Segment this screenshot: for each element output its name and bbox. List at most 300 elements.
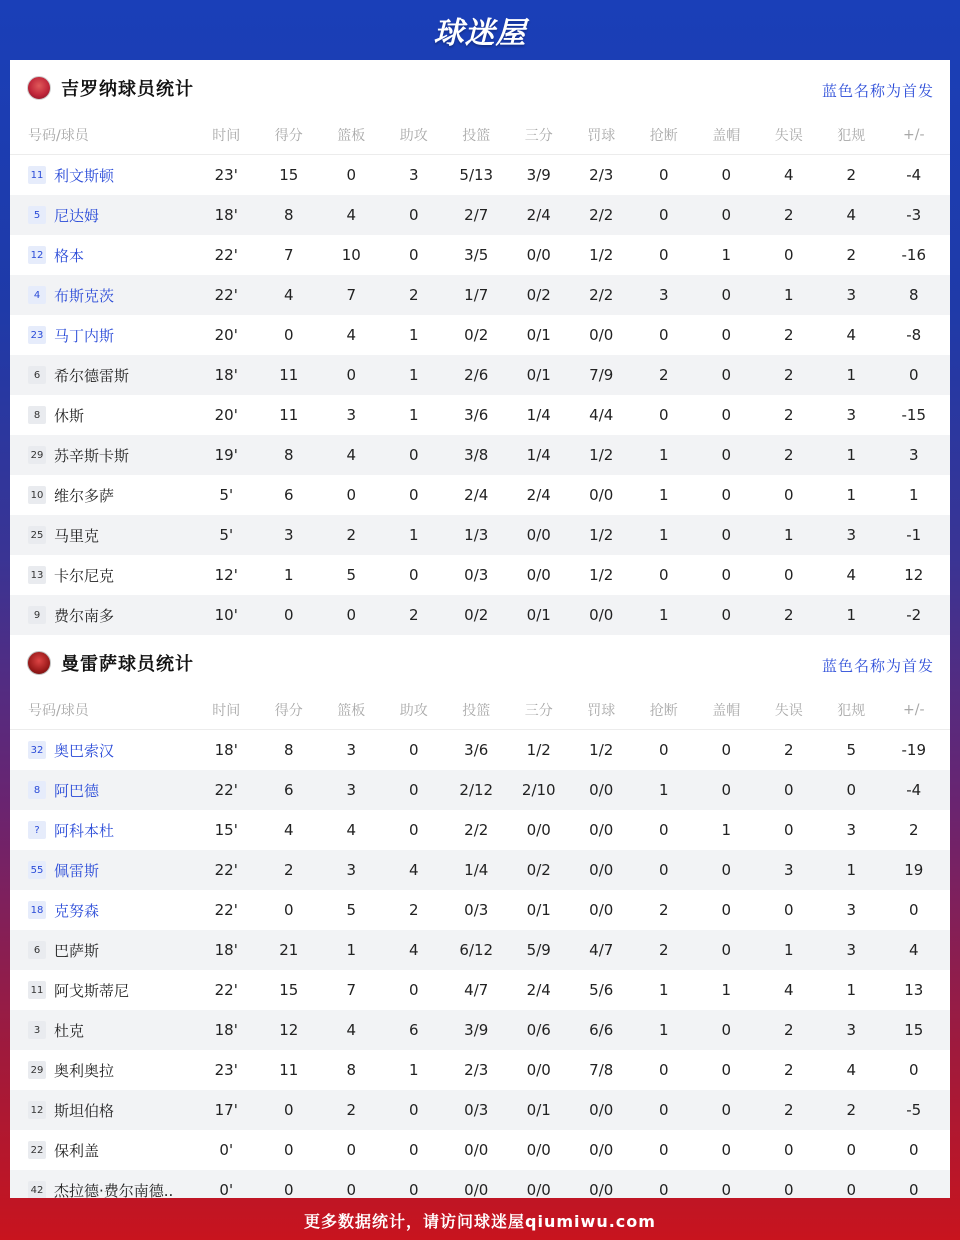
stat-cell: 0 (658, 166, 669, 184)
player-cell (10, 405, 195, 426)
player-row[interactable] (10, 1050, 950, 1090)
stat-cell: 0 (721, 166, 732, 184)
stat-cell: 2/4 (526, 206, 551, 224)
player-cell (10, 740, 195, 761)
stat-cell: -19 (901, 741, 926, 759)
team-section (10, 60, 950, 635)
player-row[interactable] (10, 275, 950, 315)
stat-cell: 19 (904, 861, 924, 879)
stat-cell: 0/0 (526, 1061, 551, 1079)
site-logo[interactable]: 球迷屋 (433, 16, 527, 51)
player-name[interactable]: 马丁内斯 (54, 326, 115, 345)
stat-cell: 17' (214, 1101, 238, 1119)
player-row[interactable] (10, 235, 950, 275)
stat-cell: 2 (408, 901, 419, 919)
stat-cell: 0/3 (464, 1101, 489, 1119)
stat-cell: 3 (846, 1021, 857, 1039)
team-section (10, 635, 950, 1198)
jersey-number-badge: 8 (28, 781, 46, 799)
stat-cell: 1 (658, 781, 669, 799)
stat-cell: 2 (783, 606, 794, 624)
player-name[interactable]: 卡尔尼克 (54, 566, 115, 585)
stat-cell: 1/3 (464, 526, 489, 544)
column-header: 盖帽 (712, 703, 741, 719)
player-row[interactable] (10, 195, 950, 235)
stat-cell: 0 (408, 246, 419, 264)
player-name[interactable]: 阿科本杜 (54, 821, 115, 840)
stat-cell: -16 (901, 246, 926, 264)
player-name[interactable]: 巴萨斯 (54, 941, 100, 960)
stat-cell: 2 (346, 526, 357, 544)
stat-cell: 15 (279, 981, 299, 999)
stat-cell: 0/2 (526, 861, 551, 879)
stat-cell: 0/0 (526, 566, 551, 584)
stat-cell: 0/0 (589, 821, 614, 839)
stat-cell: 1/2 (589, 446, 614, 464)
stat-cell: 0/1 (526, 1101, 551, 1119)
stat-cell: 4 (408, 941, 419, 959)
column-header: 抢断 (649, 703, 678, 719)
jersey-number-badge: 5 (28, 206, 46, 224)
player-row[interactable] (10, 970, 950, 1010)
stat-cell: 0 (658, 741, 669, 759)
player-name[interactable]: 休斯 (54, 406, 85, 425)
stat-cell: 3 (346, 741, 357, 759)
team-title: 曼雷萨球员统计 (61, 654, 194, 675)
player-cell (10, 285, 195, 306)
stat-cell: 18' (214, 941, 238, 959)
stat-cell: 0/2 (526, 286, 551, 304)
stat-cell: 22' (214, 781, 238, 799)
stat-cell: 7/8 (589, 1061, 614, 1079)
stat-cell: 0 (721, 941, 732, 959)
player-row[interactable] (10, 1170, 950, 1198)
jersey-number-badge: 9 (28, 606, 46, 624)
stat-cell: 0 (658, 566, 669, 584)
stat-cell: 23' (214, 166, 238, 184)
stat-cell: 1 (658, 981, 669, 999)
team-section-header (10, 60, 950, 116)
stat-cell: 1 (408, 526, 419, 544)
stat-cell: 2/4 (526, 486, 551, 504)
stat-cell: 0 (783, 246, 794, 264)
stat-cell: 0 (721, 901, 732, 919)
player-cell (10, 205, 195, 226)
column-header: 失误 (774, 703, 803, 719)
stat-cell: 1/7 (464, 286, 489, 304)
stat-cell: 1 (658, 606, 669, 624)
player-row[interactable] (10, 810, 950, 850)
player-cell (10, 940, 195, 961)
stat-cell: 0/0 (526, 1141, 551, 1159)
column-header: +/- (903, 127, 925, 143)
stat-cell: 4 (283, 821, 294, 839)
stat-cell: 0 (658, 861, 669, 879)
stat-cell: 1 (908, 486, 919, 504)
player-row[interactable] (10, 595, 950, 635)
stat-cell: 8 (346, 1061, 357, 1079)
stat-cell: 5 (346, 901, 357, 919)
stat-cell: 5' (219, 526, 234, 544)
player-name[interactable]: 佩雷斯 (54, 861, 100, 880)
player-row[interactable] (10, 315, 950, 355)
stat-cell: 0 (408, 486, 419, 504)
jersey-number-badge: 55 (28, 861, 46, 879)
stat-cell: 6/12 (459, 941, 494, 959)
stat-cell: 1 (658, 446, 669, 464)
player-row[interactable] (10, 355, 950, 395)
stat-cell: 4/4 (589, 406, 614, 424)
stat-cell: -5 (906, 1101, 922, 1119)
column-header: 时间 (212, 128, 241, 144)
stat-cell: 0 (408, 981, 419, 999)
stat-cell: 0 (283, 326, 294, 344)
player-cell (10, 820, 195, 841)
stat-cell: 5 (846, 741, 857, 759)
stat-cell: 6/6 (589, 1021, 614, 1039)
stat-cell: 2 (783, 1101, 794, 1119)
team-section-header (10, 635, 950, 691)
stat-cell: 1 (346, 941, 357, 959)
stat-cell: 15' (214, 821, 238, 839)
player-row[interactable] (10, 930, 950, 970)
stat-cell: 0 (408, 446, 419, 464)
stat-cell: 2/10 (521, 781, 556, 799)
stat-cell: 2 (408, 606, 419, 624)
stat-cell: 3 (846, 526, 857, 544)
stat-cell: 0 (408, 1181, 419, 1198)
stat-cell: 1 (408, 1061, 419, 1079)
stat-cell: 5' (219, 486, 234, 504)
stat-cell: 0/0 (589, 861, 614, 879)
jersey-number-badge: 25 (28, 526, 46, 544)
stat-cell: 0/2 (464, 326, 489, 344)
player-name[interactable]: 奥利奥拉 (54, 1061, 115, 1080)
stat-cell: 4 (846, 1061, 857, 1079)
player-row[interactable] (10, 890, 950, 930)
player-cell (10, 445, 195, 466)
jersey-number-badge: 29 (28, 1061, 46, 1079)
player-name[interactable]: 保利盖 (54, 1141, 100, 1160)
column-header: 篮板 (337, 128, 366, 144)
jersey-number-badge: 32 (28, 741, 46, 759)
stat-cell: 0 (408, 1141, 419, 1159)
stat-cell: 2/2 (464, 821, 489, 839)
player-cell (10, 365, 195, 386)
stat-cell: 0/0 (589, 1141, 614, 1159)
player-row[interactable] (10, 515, 950, 555)
jersey-number-badge: 12 (28, 1101, 46, 1119)
team-title: 吉罗纳球员统计 (61, 79, 194, 100)
stat-cell: 3 (346, 406, 357, 424)
jersey-number-badge: ? (28, 821, 46, 839)
stat-cell: 4 (346, 821, 357, 839)
starter-legend-note: 蓝色名称为首发 (821, 82, 934, 100)
stat-cell: 0 (658, 1101, 669, 1119)
player-name[interactable]: 希尔德雷斯 (54, 366, 130, 385)
stat-cell: 0/0 (526, 246, 551, 264)
stat-cell: 0/1 (526, 901, 551, 919)
stat-cell: 0 (908, 366, 919, 384)
player-row[interactable] (10, 1010, 950, 1050)
jersey-number-badge: 23 (28, 326, 46, 344)
column-header: 罚球 (587, 703, 616, 719)
stat-cell: 0 (721, 606, 732, 624)
stat-cell: 10' (214, 606, 238, 624)
stat-cell: 15 (904, 1021, 924, 1039)
stat-cell: 12 (904, 566, 924, 584)
stat-cell: 0 (721, 1021, 732, 1039)
player-name[interactable]: 阿巴德 (54, 781, 100, 800)
stat-cell: 0 (721, 486, 732, 504)
player-cell (10, 780, 195, 801)
stat-cell: 2 (783, 366, 794, 384)
player-cell (10, 900, 195, 921)
stat-cell: 2/12 (459, 781, 494, 799)
stat-cell: 0 (346, 606, 357, 624)
player-row[interactable] (10, 850, 950, 890)
column-header: 得分 (274, 128, 303, 144)
player-name[interactable]: 阿戈斯蒂尼 (54, 981, 130, 1000)
stat-cell: 0 (721, 1141, 732, 1159)
footer-link-text[interactable]: 更多数据统计，请访问球迷屋qiumiwu.com (304, 1211, 656, 1231)
stat-cell: 0 (346, 1181, 357, 1198)
player-cell (10, 980, 195, 1001)
column-header: 犯规 (837, 703, 866, 719)
player-row[interactable] (10, 1090, 950, 1130)
stat-cell: 1 (846, 861, 857, 879)
player-name[interactable]: 马里克 (54, 526, 100, 545)
stat-cell: 5/9 (526, 941, 551, 959)
player-name[interactable]: 杜克 (54, 1021, 85, 1040)
stat-cell: 2 (408, 286, 419, 304)
stat-cell: 0 (721, 741, 732, 759)
stat-cell: 0 (283, 1101, 294, 1119)
player-name[interactable]: 克努森 (54, 901, 100, 920)
stat-cell: 1/2 (589, 566, 614, 584)
stat-cell: 0/3 (464, 901, 489, 919)
stat-cell: 0 (346, 1141, 357, 1159)
stat-cell: -1 (906, 526, 922, 544)
stat-cell: 0 (658, 206, 669, 224)
stat-cell: 0 (908, 1061, 919, 1079)
stat-cell: 2/3 (464, 1061, 489, 1079)
player-cell (10, 1100, 195, 1121)
column-header: 失误 (774, 128, 803, 144)
player-name[interactable]: 苏辛斯卡斯 (54, 446, 130, 465)
stat-cell: 2 (783, 741, 794, 759)
stat-cell: 3 (846, 941, 857, 959)
stat-cell: 6 (408, 1021, 419, 1039)
stat-cell: 3 (346, 861, 357, 879)
player-name[interactable]: 奥巴索汉 (54, 741, 115, 760)
column-header: 篮板 (337, 703, 366, 719)
column-header: 助攻 (399, 703, 428, 719)
stat-cell: 0 (658, 1061, 669, 1079)
column-header: 时间 (212, 703, 241, 719)
stat-cell: 0' (219, 1141, 234, 1159)
starter-legend-note: 蓝色名称为首发 (821, 657, 934, 675)
stat-cell: 6 (283, 486, 294, 504)
stat-cell: 1/2 (589, 741, 614, 759)
stat-cell: 3 (283, 526, 294, 544)
stat-cell: 2 (783, 206, 794, 224)
stat-cell: 0 (908, 1141, 919, 1159)
table-header-row (10, 116, 950, 155)
player-row[interactable] (10, 770, 950, 810)
stat-cell: 2 (783, 1061, 794, 1079)
player-row[interactable] (10, 395, 950, 435)
player-name[interactable]: 杰拉德·费尔南德.. (54, 1181, 174, 1198)
player-cell (10, 1020, 195, 1041)
player-cell (10, 165, 195, 186)
stat-cell: 3/8 (464, 446, 489, 464)
jersey-number-badge: 18 (28, 901, 46, 919)
stat-cell: 2 (846, 166, 857, 184)
stat-cell: 1/2 (526, 741, 551, 759)
stat-cell: 1 (846, 486, 857, 504)
stat-cell: 2 (283, 861, 294, 879)
stat-cell: 0' (219, 1181, 234, 1198)
stat-cell: 3/9 (526, 166, 551, 184)
player-row[interactable] (10, 155, 950, 195)
player-name[interactable]: 维尔多萨 (54, 486, 115, 505)
stat-cell: 18' (214, 366, 238, 384)
stat-cell: -4 (906, 781, 922, 799)
jersey-number-badge: 29 (28, 446, 46, 464)
stats-card (10, 60, 950, 1198)
stat-cell: 0 (783, 1181, 794, 1198)
table-header-row (10, 691, 950, 730)
stat-cell: 1 (783, 526, 794, 544)
stat-cell: 0 (346, 486, 357, 504)
stat-cell: 1 (658, 486, 669, 504)
stat-cell: 3 (346, 781, 357, 799)
stat-cell: 2/7 (464, 206, 489, 224)
stat-cell: 1 (783, 941, 794, 959)
stat-cell: 0 (346, 166, 357, 184)
stat-cell: 2 (846, 1101, 857, 1119)
player-row[interactable] (10, 555, 950, 595)
stat-cell: 0 (721, 1101, 732, 1119)
stat-cell: 1/4 (526, 446, 551, 464)
stat-cell: 0/0 (589, 486, 614, 504)
stat-cell: 0 (721, 1061, 732, 1079)
stat-cell: 0/3 (464, 566, 489, 584)
player-name[interactable]: 尼达姆 (54, 206, 100, 225)
stat-cell: 0/1 (526, 606, 551, 624)
stat-cell: 1 (846, 366, 857, 384)
jersey-number-badge: 6 (28, 941, 46, 959)
stat-cell: 18' (214, 741, 238, 759)
stat-cell: 4 (346, 206, 357, 224)
stat-cell: 4 (346, 1021, 357, 1039)
jersey-number-badge: 10 (28, 486, 46, 504)
player-name[interactable]: 布斯克茨 (54, 286, 115, 305)
stat-cell: 3 (908, 446, 919, 464)
stat-cell: 4 (846, 326, 857, 344)
player-name[interactable]: 斯坦伯格 (54, 1101, 115, 1120)
stat-cell: 1/2 (589, 246, 614, 264)
team-crest-icon (27, 651, 51, 675)
stat-cell: 1/2 (589, 526, 614, 544)
player-row[interactable] (10, 475, 950, 515)
stat-cell: 2 (658, 366, 669, 384)
jersey-number-badge: 4 (28, 286, 46, 304)
stat-cell: 0/0 (589, 1181, 614, 1198)
stat-cell: 5/13 (459, 166, 494, 184)
stat-cell: 0 (658, 821, 669, 839)
player-row[interactable] (10, 1130, 950, 1170)
stat-cell: -3 (906, 206, 922, 224)
stat-cell: 22' (214, 246, 238, 264)
stat-cell: 0 (908, 1181, 919, 1198)
stat-cell: 4 (283, 286, 294, 304)
player-cell (10, 860, 195, 881)
stat-cell: 5 (346, 566, 357, 584)
stat-cell: 1/4 (464, 861, 489, 879)
stat-cell: 0/0 (464, 1181, 489, 1198)
stat-cell: 1 (846, 981, 857, 999)
stat-cell: 7 (346, 981, 357, 999)
stat-cell: 2/6 (464, 366, 489, 384)
jersey-number-badge: 3 (28, 1021, 46, 1039)
stat-cell: 0 (346, 366, 357, 384)
stat-cell: 0 (658, 1141, 669, 1159)
stat-cell: 3/6 (464, 741, 489, 759)
player-row[interactable] (10, 435, 950, 475)
stat-cell: 11 (279, 366, 299, 384)
stat-cell: 7/9 (589, 366, 614, 384)
stat-cell: 2/2 (589, 206, 614, 224)
stat-cell: 13 (904, 981, 924, 999)
column-header: 投篮 (462, 128, 491, 144)
player-name[interactable]: 利文斯顿 (54, 166, 115, 185)
stat-cell: 4 (846, 206, 857, 224)
player-name[interactable]: 格本 (54, 246, 85, 265)
stat-cell: 0/0 (526, 821, 551, 839)
stat-cell: 1 (783, 286, 794, 304)
stat-cell: 0 (408, 741, 419, 759)
player-name[interactable]: 费尔南多 (54, 606, 115, 625)
stat-cell: 3 (846, 286, 857, 304)
jersey-number-badge: 11 (28, 166, 46, 184)
stat-cell: 3 (408, 166, 419, 184)
stat-cell: 7 (283, 246, 294, 264)
stat-cell: 4/7 (589, 941, 614, 959)
stat-cell: 19' (214, 446, 238, 464)
stat-cell: 0 (783, 781, 794, 799)
footer-banner (0, 1200, 960, 1240)
stat-cell: -2 (906, 606, 922, 624)
stat-cell: 0 (721, 1181, 732, 1198)
player-row[interactable] (10, 730, 950, 770)
stat-cell: 0/0 (589, 326, 614, 344)
stat-cell: 1 (721, 981, 732, 999)
stat-cell: 2 (783, 406, 794, 424)
stat-cell: 8 (283, 741, 294, 759)
stat-cell: 3 (846, 821, 857, 839)
stat-cell: 1 (846, 606, 857, 624)
stat-cell: 0/1 (526, 366, 551, 384)
stat-cell: 0 (908, 901, 919, 919)
stat-cell: 4 (783, 981, 794, 999)
stat-cell: 0 (783, 566, 794, 584)
stat-cell: 8 (283, 446, 294, 464)
stat-cell: 1 (721, 821, 732, 839)
stat-cell: 21 (279, 941, 299, 959)
jersey-number-badge: 13 (28, 566, 46, 584)
